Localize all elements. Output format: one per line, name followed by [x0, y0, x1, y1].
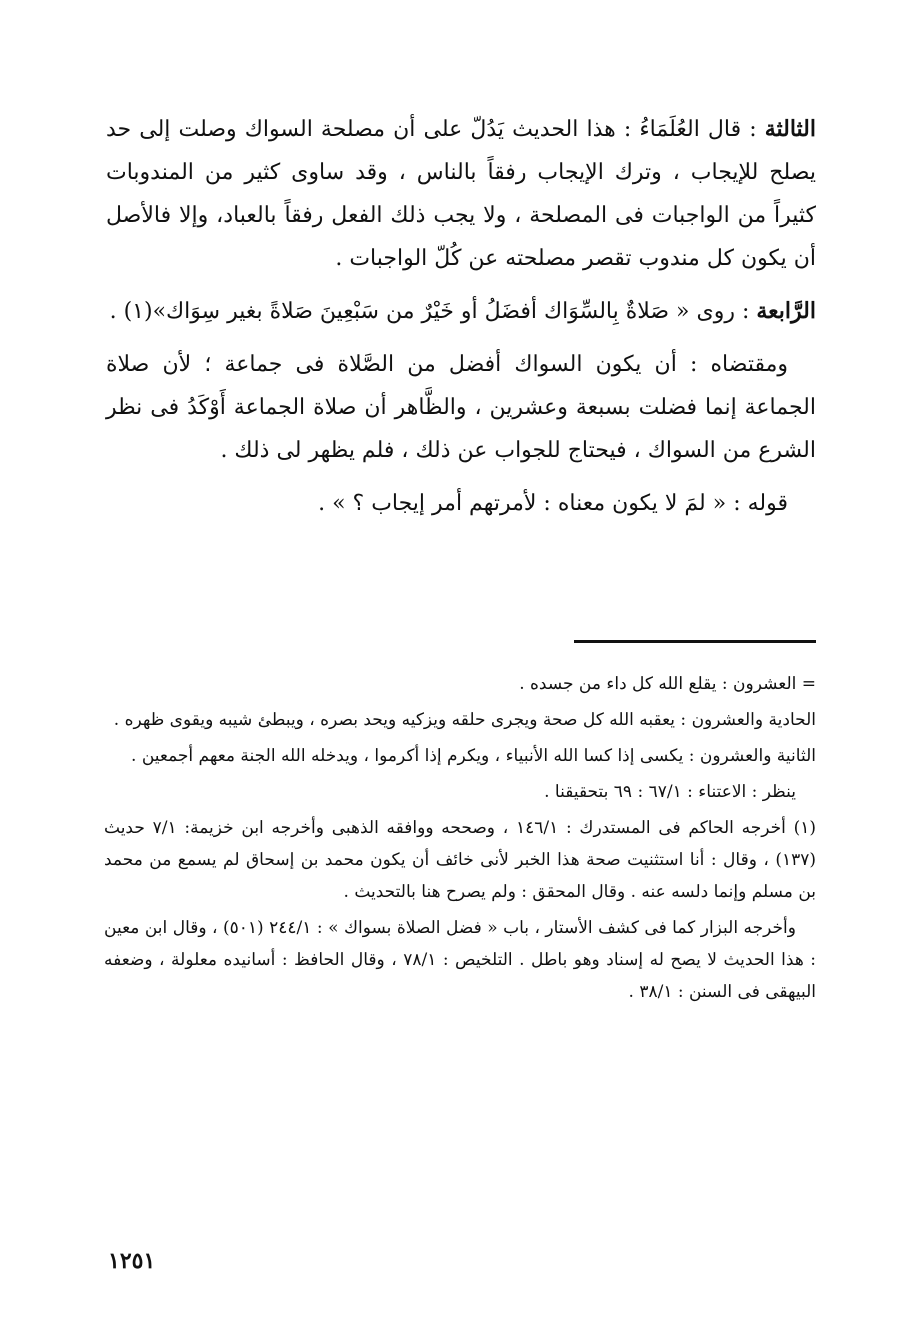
footnote-line: الحادية والعشرون : يعقبه الله كل صحة ويجرى حلقه ويزكيه ويحد بصره ، ويبطئ شيبه ويقوى ظهره . — [113, 710, 816, 730]
footnote-divider — [574, 640, 816, 643]
paragraph-body: : قال العُلَمَاءُ : هذا الحديث يَدُلّ على أن مصلحة السواك وصلت إلى حد يصلح للإيجاب ، وترك الإيجاب رفقاً بالناس ، وقد ساوى كثير من المندوبات كثيراً من الواجبات فى المصلحة ، ولا يجب ذلك الفعل رفقاً بالعباد، وإلا فالأصل أن يكون كل مندوب تقصر مصلحته عن كُلّ الواجبات . — [106, 117, 816, 271]
page-number: ١٢٥١ — [108, 1248, 156, 1274]
paragraph-implication: ومقتضاه : أن يكون السواك أفضل من الصَّلاة فى جماعة ؛ لأن صلاة الجماعة إنما فضلت بسبعة وعشرين ، والظَّاهر أن صلاة الجماعة أَوْكَدُ فى نظر الشرع من السواك ، فيحتاج للجواب عن ذلك ، فلم يظهر لى ذلك . — [106, 352, 816, 463]
paragraph-body: : روى « صَلاةٌ بِالسِّوَاك أفضَلُ أو خَيْرٌ من سَبْعِينَ صَلاةً بغير سِوَاك»(١) . — [109, 299, 750, 324]
footnote-line: وأخرجه البزار كما فى كشف الأستار ، باب « فضل الصلاة بسواك » : ٢٤٤/١ (٥٠١) ، وقال ابن معين : هذا الحديث لا يصح له إسناد وهو باطل . التلخيص : ٧٨/١ ، وقال الحافظ : أسانيده معلولة ، وضعفه البيهقى فى السنن : ٣٨/١ . — [104, 918, 817, 1002]
footnote-line: الثانية والعشرون : يكسى إذا كسا الله الأنبياء ، ويكرم إذا أكرموا ، ويدخله الله الجنة معهم أجمعين . — [131, 746, 816, 766]
main-text — [106, 108, 816, 525]
footnotes — [104, 668, 816, 1008]
paragraph-third-point — [106, 108, 816, 280]
footnote-line: = العشرون : يقلع الله كل داء من جسده . — [519, 674, 816, 694]
footnote-line: ينظر : الاعتناء : ٦٧/١ : ٦٩ بتحقيقنا . — [544, 782, 796, 802]
paragraph-heading: الرَّابعة — [756, 298, 816, 324]
paragraph-heading: الثالثة — [764, 116, 816, 142]
paragraph-quote: قوله : « لمَ لا يكون معناه : لأمرتهم أمر إيجاب ؟ » . — [318, 491, 788, 516]
footnote-line: (١) أخرجه الحاكم فى المستدرك : ١٤٦/١ ، وصححه ووافقه الذهبى وأخرجه ابن خزيمة: ٧/١ حديث (١٣٧) ، وقال : أنا استثنيت صحة هذا الخبر لأنى خائف أن يكون محمد بن إسحاق لم يسمع من محمد بن مسلم وإنما دلسه عنه . وقال المحقق : ولم يصرح هنا بالتحديث . — [104, 818, 816, 902]
paragraph-fourth-point — [106, 290, 816, 333]
